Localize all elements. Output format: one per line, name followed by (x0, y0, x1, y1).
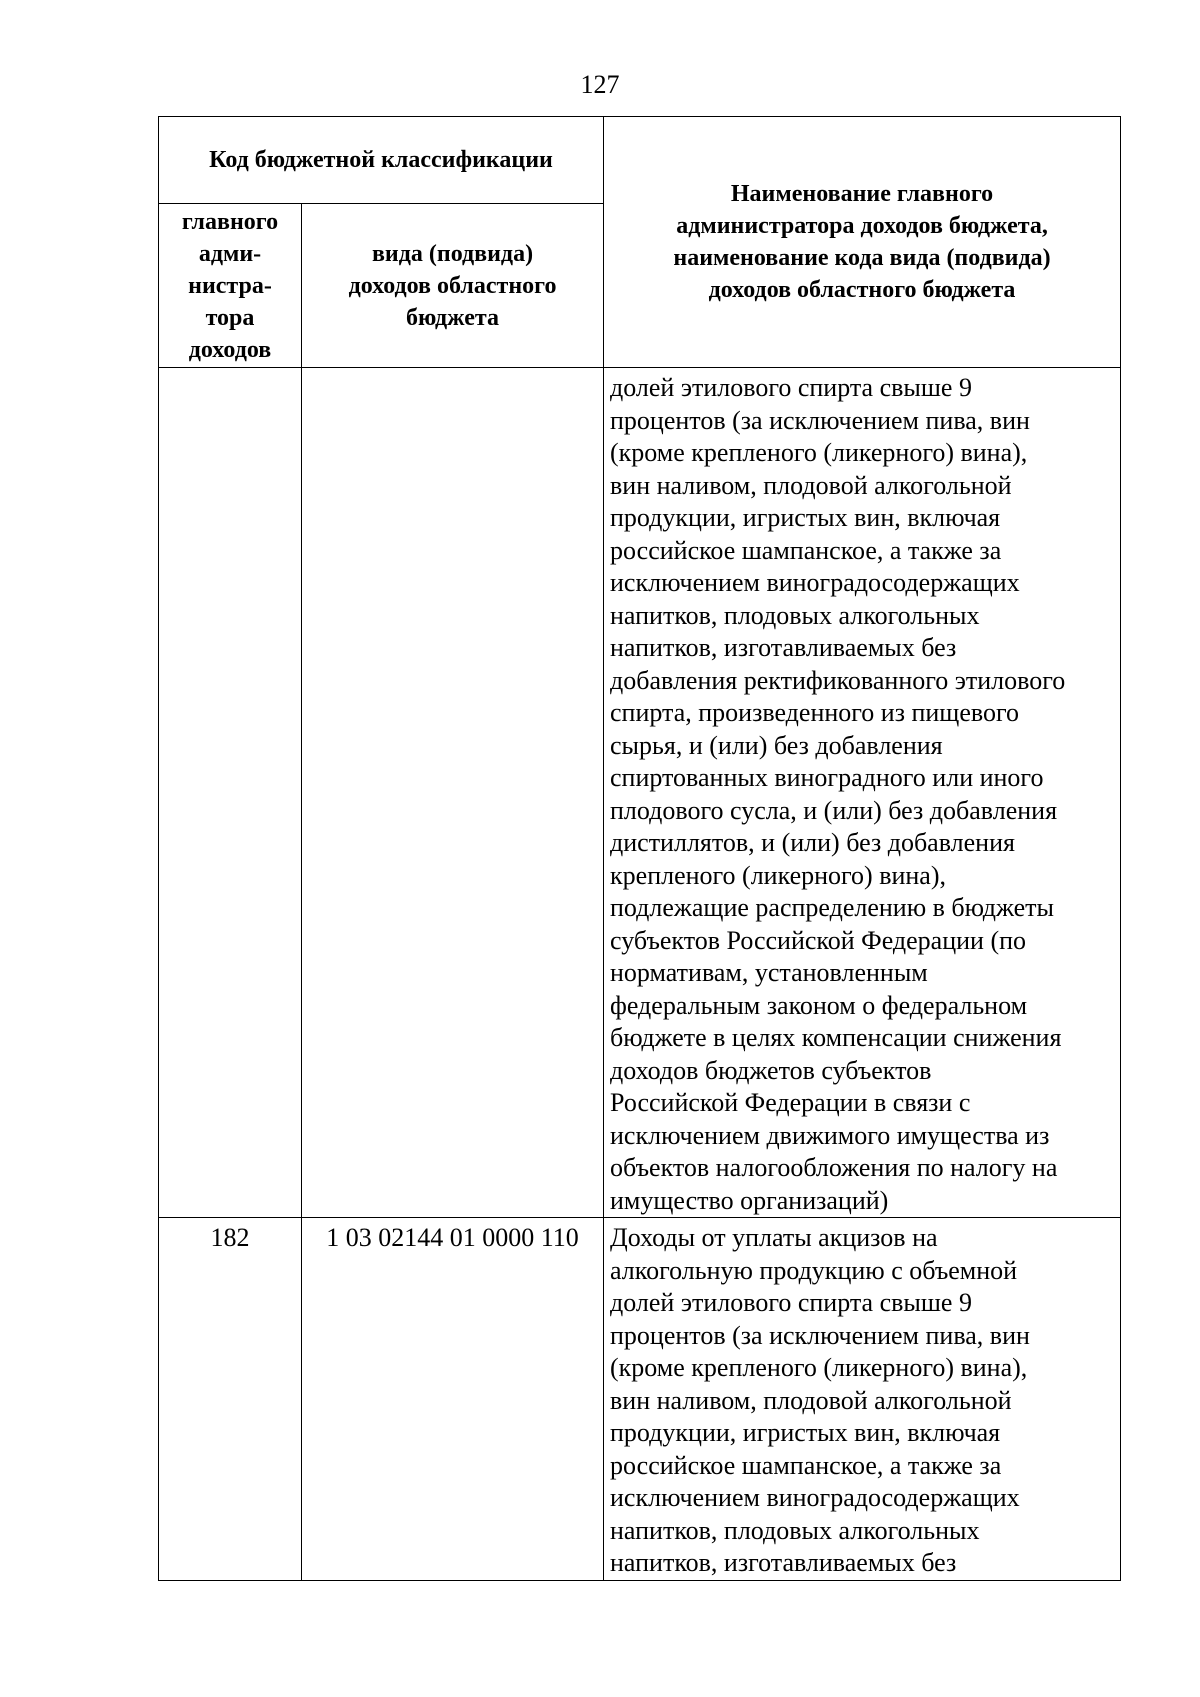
name-line: долей этилового спирта свыше 9 (610, 1288, 972, 1317)
name-line: нормативам, установленным (610, 958, 928, 987)
name-line: (кроме крепленого (ликерного) вина), (610, 438, 1028, 467)
name-line: процентов (за исключением пива, вин (610, 405, 1030, 435)
name-line: бюджете в целях компенсации снижения (610, 1023, 1062, 1052)
header-admin-column (159, 204, 302, 368)
header-name-column (604, 117, 1121, 368)
name-line: алкогольную продукцию с объемной (610, 1255, 1018, 1285)
name-line: напитков, плодовых алкогольных (610, 600, 980, 630)
header-name-line: администратора доходов бюджета, (676, 213, 1048, 239)
table-row (159, 368, 1121, 1218)
name-line: федеральным законом о федеральном (610, 990, 1028, 1020)
header-kind-line: вида (подвида) (371, 240, 534, 267)
name-line: исключением виноградосодержащих (610, 1483, 1020, 1512)
name-line: подлежащие распределению в бюджеты (610, 893, 1054, 922)
name-line: (кроме крепленого (ликерного) вина), (610, 1353, 1028, 1382)
name-cell (604, 1218, 1121, 1581)
name-line: Российской Федерации в связи с (610, 1088, 971, 1117)
page-number: 127 (580, 70, 620, 99)
name-line: спиртованных виноградного или иного (610, 763, 1044, 792)
name-line: исключением движимого имущества из (610, 1120, 1050, 1150)
name-line: спирта, произведенного из пищевого (610, 698, 1019, 727)
name-line: крепленого (ликерного) вина), (610, 860, 947, 890)
name-line: российское шампанское, а также за (610, 1450, 1002, 1480)
kind-code-cell: 1 03 02144 01 0000 110 (302, 1218, 604, 1581)
name-line: исключением виноградосодержащих (610, 568, 1020, 597)
name-line: российское шампанское, а также за (610, 535, 1002, 565)
name-line: сырья, и (или) без добавления (610, 730, 943, 760)
name-line: напитков, плодовых алкогольных (610, 1515, 980, 1545)
name-line: напитков, изготавливаемых без (610, 1548, 957, 1577)
admin-code-cell (159, 368, 302, 1218)
name-line: добавления ректификованного этилового (610, 665, 1066, 695)
table-row (159, 1218, 1121, 1581)
name-line: продукции, игристых вин, включая (610, 503, 1001, 532)
header-name-line: наименование кода вида (подвида) (673, 245, 1051, 271)
budget-classification-table (158, 116, 1121, 1581)
name-line: долей этилового спирта свыше 9 (610, 373, 972, 402)
name-line: объектов налогообложения по налогу на (610, 1153, 1058, 1182)
header-admin-line: главного (181, 208, 279, 235)
header-group-title: Код бюджетной классификации (159, 117, 604, 204)
header-name-line: доходов областного бюджета (708, 277, 1016, 303)
header-admin-line: нистра- (188, 272, 272, 299)
name-cell (604, 368, 1121, 1218)
admin-code-cell: 182 (159, 1218, 302, 1581)
name-line: плодового сусла, и (или) без добавления (610, 795, 1058, 825)
name-line: вин наливом, плодовой алкогольной (610, 1385, 1012, 1415)
name-line: имущество организаций) (610, 1185, 889, 1215)
name-line: напитков, изготавливаемых без (610, 633, 957, 662)
name-line: доходов бюджетов субъектов (610, 1055, 932, 1085)
name-line: продукции, игристых вин, включая (610, 1418, 1001, 1447)
header-admin-line: доходов (188, 336, 272, 363)
header-row-top (159, 117, 1121, 204)
kind-code-cell (302, 368, 604, 1218)
header-kind-line: доходов областного (348, 272, 557, 299)
name-line: процентов (за исключением пива, вин (610, 1320, 1030, 1350)
name-line: субъектов Российской Федерации (по (610, 925, 1027, 955)
name-line: дистиллятов, и (или) без добавления (610, 828, 1015, 857)
header-admin-line: адми- (198, 240, 262, 267)
header-kind-line: бюджета (406, 304, 499, 331)
header-kind-column (302, 204, 604, 368)
name-line: Доходы от уплаты акцизов на (610, 1223, 938, 1252)
name-line: вин наливом, плодовой алкогольной (610, 470, 1012, 500)
header-name-line: Наименование главного (730, 181, 994, 207)
header-admin-line: тора (205, 304, 255, 331)
